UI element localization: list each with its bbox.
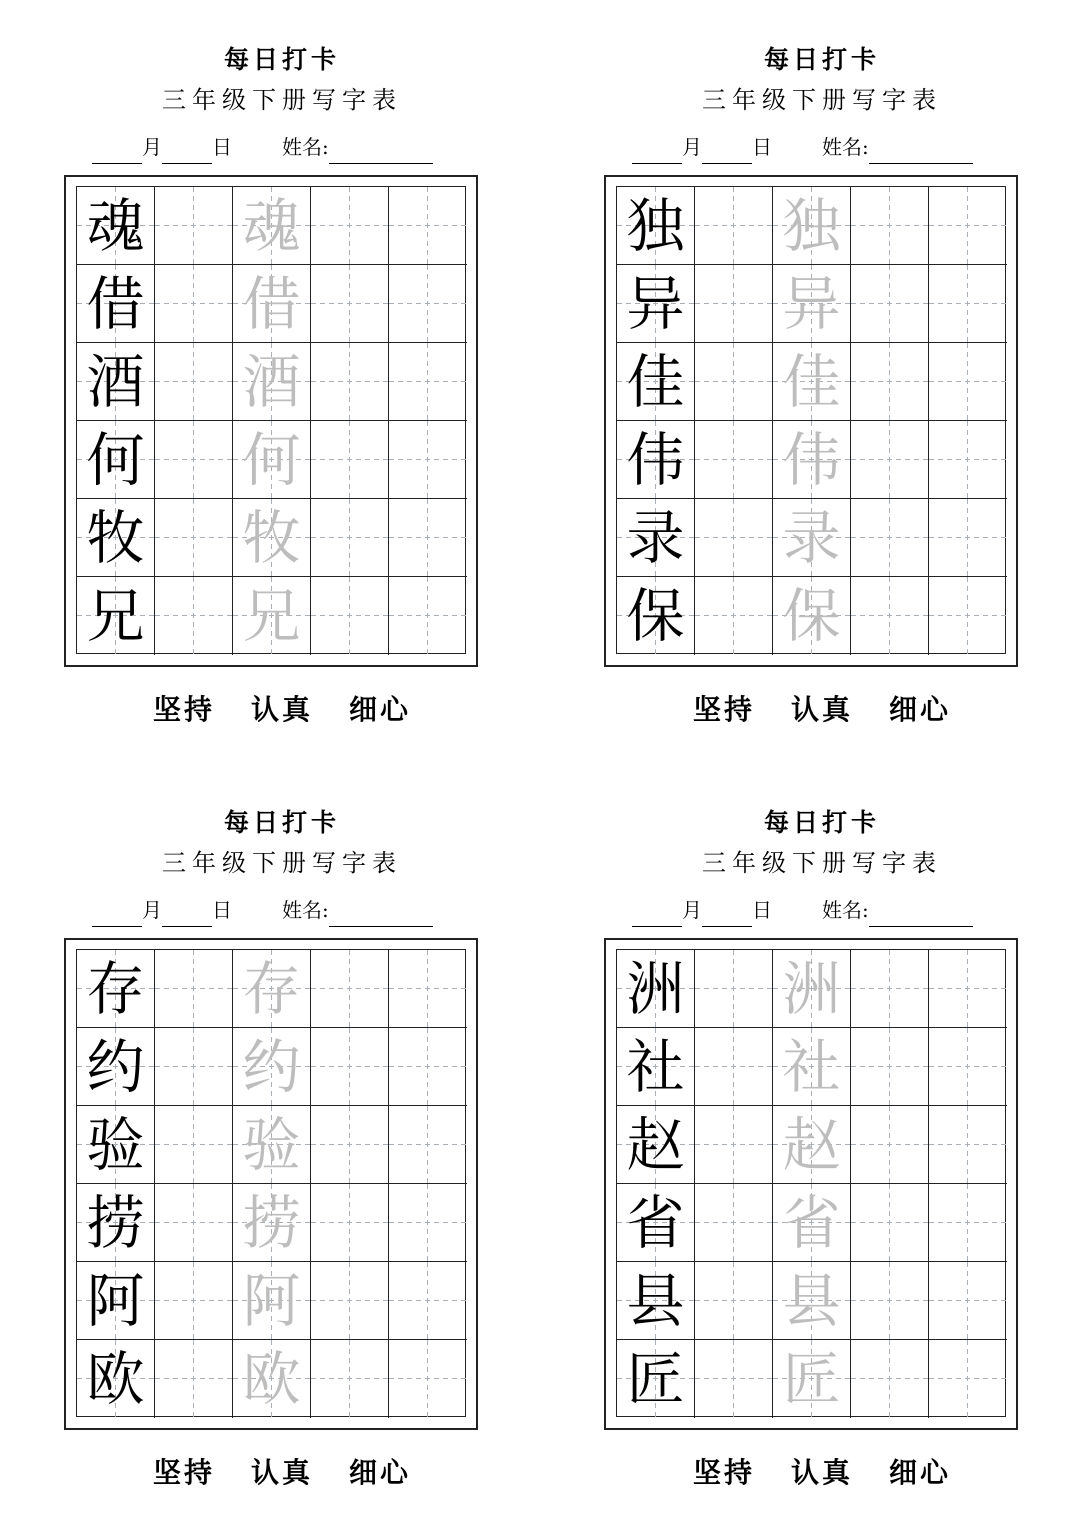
- model-character-cell: [617, 1262, 695, 1340]
- model-character: 县: [626, 1266, 685, 1335]
- practice-cell[interactable]: [851, 499, 929, 577]
- model-character-cell: [617, 499, 695, 577]
- month-label: 月: [682, 898, 702, 922]
- practice-cell[interactable]: [155, 499, 233, 577]
- model-character: 何: [86, 425, 145, 494]
- model-character: 兄: [86, 582, 145, 650]
- practice-cell[interactable]: [389, 265, 467, 343]
- practice-cell[interactable]: [851, 1028, 929, 1106]
- practice-cell[interactable]: [155, 343, 233, 421]
- practice-cell[interactable]: [851, 343, 929, 421]
- name-label: 姓名:: [822, 898, 869, 922]
- practice-cell[interactable]: [311, 1106, 389, 1184]
- sheet-title: 每日打卡: [763, 45, 880, 74]
- trace-character-cell: [233, 1262, 311, 1340]
- model-character: 酒: [86, 347, 145, 416]
- practice-cell[interactable]: [389, 1340, 467, 1418]
- model-character: 约: [86, 1032, 145, 1101]
- model-character-cell: [77, 1262, 155, 1340]
- motto-word: 认真: [790, 1456, 853, 1489]
- motto-word: 细心: [349, 1456, 412, 1489]
- practice-cell[interactable]: [155, 421, 233, 499]
- trace-character-cell: [233, 950, 311, 1028]
- tianzige-grid: [76, 949, 466, 1417]
- practice-cell[interactable]: [311, 1028, 389, 1106]
- model-character-cell: [77, 577, 155, 655]
- grid-frame: [64, 175, 478, 667]
- month-blank[interactable]: [92, 902, 142, 927]
- practice-cell[interactable]: [929, 577, 1007, 655]
- month-blank[interactable]: [92, 139, 142, 164]
- day-label: 日: [752, 135, 772, 159]
- trace-character: 约: [242, 1032, 301, 1101]
- trace-character-cell: [233, 1106, 311, 1184]
- trace-character-cell: [773, 1184, 851, 1262]
- practice-cell[interactable]: [389, 1262, 467, 1340]
- practice-cell[interactable]: [155, 1340, 233, 1418]
- practice-cell[interactable]: [695, 1262, 773, 1340]
- practice-cell[interactable]: [389, 1184, 467, 1262]
- trace-character: 何: [242, 425, 301, 494]
- grid-frame: [64, 938, 478, 1430]
- model-character: 佳: [626, 347, 685, 416]
- practice-cell[interactable]: [311, 1340, 389, 1418]
- trace-character-cell: [233, 187, 311, 265]
- practice-cell[interactable]: [851, 421, 929, 499]
- practice-sheet: [62, 803, 502, 1503]
- motto-word: 认真: [790, 693, 853, 726]
- trace-character-cell: [773, 499, 851, 577]
- day-blank[interactable]: [702, 902, 752, 927]
- tianzige-grid: [76, 186, 466, 654]
- practice-cell[interactable]: [155, 1262, 233, 1340]
- practice-cell[interactable]: [155, 1106, 233, 1184]
- trace-character: 存: [242, 954, 301, 1023]
- practice-sheet: [62, 40, 502, 740]
- trace-character-cell: [233, 577, 311, 655]
- practice-cell[interactable]: [851, 265, 929, 343]
- model-character-cell: [617, 343, 695, 421]
- practice-cell[interactable]: [389, 343, 467, 421]
- motto-word: 认真: [250, 1456, 313, 1489]
- model-character: 保: [626, 582, 685, 650]
- practice-cell[interactable]: [929, 421, 1007, 499]
- day-label: 日: [752, 898, 772, 922]
- practice-cell[interactable]: [389, 187, 467, 265]
- motto-word: 细心: [889, 693, 952, 726]
- sheet-title: 每日打卡: [763, 808, 880, 837]
- trace-character: 阿: [242, 1266, 301, 1335]
- practice-cell[interactable]: [851, 1340, 929, 1418]
- practice-cell[interactable]: [155, 1028, 233, 1106]
- motto-line: [62, 690, 502, 730]
- month-label: 月: [142, 135, 162, 159]
- model-character-cell: [617, 187, 695, 265]
- trace-character: 录: [782, 503, 841, 572]
- model-character: 异: [626, 269, 685, 338]
- trace-character: 赵: [782, 1110, 841, 1179]
- day-blank[interactable]: [702, 139, 752, 164]
- trace-character-cell: [773, 950, 851, 1028]
- sheet-subtitle: 三年级下册写字表: [162, 86, 402, 114]
- practice-cell[interactable]: [695, 265, 773, 343]
- model-character-cell: [77, 1184, 155, 1262]
- day-label: 日: [212, 898, 232, 922]
- practice-cell[interactable]: [929, 265, 1007, 343]
- model-character: 录: [626, 503, 685, 572]
- practice-cell[interactable]: [929, 499, 1007, 577]
- practice-cell[interactable]: [155, 950, 233, 1028]
- practice-cell[interactable]: [389, 499, 467, 577]
- day-label: 日: [212, 135, 232, 159]
- trace-character: 洲: [782, 954, 841, 1023]
- model-character: 存: [86, 954, 145, 1023]
- trace-character: 欧: [242, 1345, 301, 1413]
- model-character-cell: [77, 499, 155, 577]
- practice-cell[interactable]: [311, 1184, 389, 1262]
- practice-cell[interactable]: [389, 950, 467, 1028]
- trace-character-cell: [233, 343, 311, 421]
- model-character: 洲: [626, 954, 685, 1023]
- practice-cell[interactable]: [311, 187, 389, 265]
- model-character: 匠: [626, 1345, 685, 1413]
- trace-character: 佳: [782, 347, 841, 416]
- date-name-line: [632, 893, 1032, 927]
- model-character-cell: [617, 577, 695, 655]
- practice-cell[interactable]: [155, 187, 233, 265]
- practice-cell[interactable]: [851, 187, 929, 265]
- practice-cell[interactable]: [695, 343, 773, 421]
- month-label: 月: [682, 135, 702, 159]
- trace-character-cell: [773, 1106, 851, 1184]
- model-character: 验: [86, 1110, 145, 1179]
- practice-cell[interactable]: [389, 1028, 467, 1106]
- practice-cell[interactable]: [311, 343, 389, 421]
- trace-character-cell: [233, 499, 311, 577]
- practice-cell[interactable]: [311, 265, 389, 343]
- model-character-cell: [77, 950, 155, 1028]
- practice-cell[interactable]: [695, 1340, 773, 1418]
- day-blank[interactable]: [162, 902, 212, 927]
- month-label: 月: [142, 898, 162, 922]
- trace-character: 省: [782, 1188, 841, 1257]
- model-character-cell: [617, 1184, 695, 1262]
- trace-character: 社: [782, 1032, 841, 1101]
- trace-character-cell: [233, 1340, 311, 1418]
- model-character: 借: [86, 269, 145, 338]
- practice-cell[interactable]: [155, 1184, 233, 1262]
- motto-word: 坚持: [152, 1456, 215, 1489]
- motto-word: 细心: [889, 1456, 952, 1489]
- practice-cell[interactable]: [695, 1028, 773, 1106]
- practice-cell[interactable]: [851, 1106, 929, 1184]
- trace-character: 伟: [782, 425, 841, 494]
- trace-character: 异: [782, 269, 841, 338]
- motto-word: 坚持: [692, 693, 755, 726]
- trace-character-cell: [773, 1340, 851, 1418]
- model-character-cell: [617, 1106, 695, 1184]
- model-character: 阿: [86, 1266, 145, 1335]
- practice-cell[interactable]: [389, 577, 467, 655]
- sheet-title: 每日打卡: [223, 808, 340, 837]
- date-name-line: [92, 893, 492, 927]
- practice-cell[interactable]: [929, 1106, 1007, 1184]
- name-label: 姓名:: [282, 898, 329, 922]
- practice-sheet: [602, 803, 1042, 1503]
- practice-cell[interactable]: [695, 421, 773, 499]
- model-character-cell: [77, 265, 155, 343]
- practice-cell[interactable]: [311, 1262, 389, 1340]
- practice-cell[interactable]: [929, 1184, 1007, 1262]
- practice-cell[interactable]: [851, 1262, 929, 1340]
- name-blank[interactable]: [869, 139, 973, 164]
- name-blank[interactable]: [329, 902, 433, 927]
- practice-cell[interactable]: [929, 343, 1007, 421]
- practice-cell[interactable]: [389, 1106, 467, 1184]
- month-blank[interactable]: [632, 139, 682, 164]
- motto-line: [602, 1453, 1042, 1493]
- sheet-subtitle: 三年级下册写字表: [702, 86, 942, 114]
- practice-cell[interactable]: [695, 187, 773, 265]
- trace-character: 验: [242, 1110, 301, 1179]
- model-character-cell: [77, 1340, 155, 1418]
- trace-character-cell: [233, 265, 311, 343]
- trace-character: 捞: [242, 1188, 301, 1257]
- model-character-cell: [77, 1106, 155, 1184]
- motto-word: 细心: [349, 693, 412, 726]
- trace-character-cell: [233, 1028, 311, 1106]
- practice-cell[interactable]: [851, 577, 929, 655]
- trace-character-cell: [773, 187, 851, 265]
- trace-character: 牧: [242, 503, 301, 572]
- name-label: 姓名:: [822, 135, 869, 159]
- model-character: 欧: [86, 1345, 145, 1413]
- model-character: 魂: [86, 191, 145, 260]
- motto-word: 坚持: [152, 693, 215, 726]
- grid-frame: [604, 938, 1018, 1430]
- trace-character-cell: [773, 577, 851, 655]
- practice-sheet: [602, 40, 1042, 740]
- practice-cell[interactable]: [851, 1184, 929, 1262]
- sheet-title: 每日打卡: [223, 45, 340, 74]
- practice-cell[interactable]: [311, 421, 389, 499]
- trace-character: 酒: [242, 347, 301, 416]
- model-character: 社: [626, 1032, 685, 1101]
- practice-cell[interactable]: [929, 950, 1007, 1028]
- sheet-subtitle: 三年级下册写字表: [162, 849, 402, 877]
- practice-cell[interactable]: [389, 421, 467, 499]
- date-name-line: [632, 130, 1032, 164]
- tianzige-grid: [616, 186, 1006, 654]
- month-blank[interactable]: [632, 902, 682, 927]
- motto-line: [62, 1453, 502, 1493]
- practice-cell[interactable]: [695, 499, 773, 577]
- model-character-cell: [617, 1340, 695, 1418]
- practice-cell[interactable]: [929, 1028, 1007, 1106]
- day-blank[interactable]: [162, 139, 212, 164]
- practice-cell[interactable]: [695, 950, 773, 1028]
- motto-word: 认真: [250, 693, 313, 726]
- practice-cell[interactable]: [929, 187, 1007, 265]
- practice-cell[interactable]: [695, 577, 773, 655]
- trace-character: 保: [782, 582, 841, 650]
- model-character-cell: [617, 1028, 695, 1106]
- trace-character-cell: [233, 421, 311, 499]
- practice-cell[interactable]: [929, 1262, 1007, 1340]
- name-blank[interactable]: [869, 902, 973, 927]
- practice-cell[interactable]: [695, 1106, 773, 1184]
- trace-character: 兄: [242, 582, 301, 650]
- model-character: 赵: [626, 1110, 685, 1179]
- practice-cell[interactable]: [929, 1340, 1007, 1418]
- practice-cell[interactable]: [311, 950, 389, 1028]
- practice-cell[interactable]: [851, 950, 929, 1028]
- practice-cell[interactable]: [695, 1184, 773, 1262]
- practice-cell[interactable]: [311, 499, 389, 577]
- motto-word: 坚持: [692, 1456, 755, 1489]
- trace-character-cell: [773, 1028, 851, 1106]
- model-character-cell: [77, 187, 155, 265]
- model-character: 伟: [626, 425, 685, 494]
- trace-character-cell: [233, 1184, 311, 1262]
- trace-character-cell: [773, 421, 851, 499]
- date-name-line: [92, 130, 492, 164]
- name-label: 姓名:: [282, 135, 329, 159]
- practice-cell[interactable]: [155, 265, 233, 343]
- tianzige-grid: [616, 949, 1006, 1417]
- trace-character-cell: [773, 265, 851, 343]
- model-character: 省: [626, 1188, 685, 1257]
- sheet-subtitle: 三年级下册写字表: [702, 849, 942, 877]
- trace-character-cell: [773, 1262, 851, 1340]
- trace-character-cell: [773, 343, 851, 421]
- practice-cell[interactable]: [311, 577, 389, 655]
- model-character-cell: [77, 1028, 155, 1106]
- grid-frame: [604, 175, 1018, 667]
- motto-line: [602, 690, 1042, 730]
- model-character-cell: [77, 421, 155, 499]
- model-character: 独: [626, 191, 685, 260]
- model-character: 捞: [86, 1188, 145, 1257]
- trace-character: 独: [782, 191, 841, 260]
- model-character-cell: [617, 950, 695, 1028]
- trace-character: 魂: [242, 191, 301, 260]
- trace-character: 县: [782, 1266, 841, 1335]
- practice-cell[interactable]: [155, 577, 233, 655]
- model-character-cell: [617, 421, 695, 499]
- model-character-cell: [77, 343, 155, 421]
- model-character-cell: [617, 265, 695, 343]
- name-blank[interactable]: [329, 139, 433, 164]
- trace-character: 匠: [782, 1345, 841, 1413]
- trace-character: 借: [242, 269, 301, 338]
- model-character: 牧: [86, 503, 145, 572]
